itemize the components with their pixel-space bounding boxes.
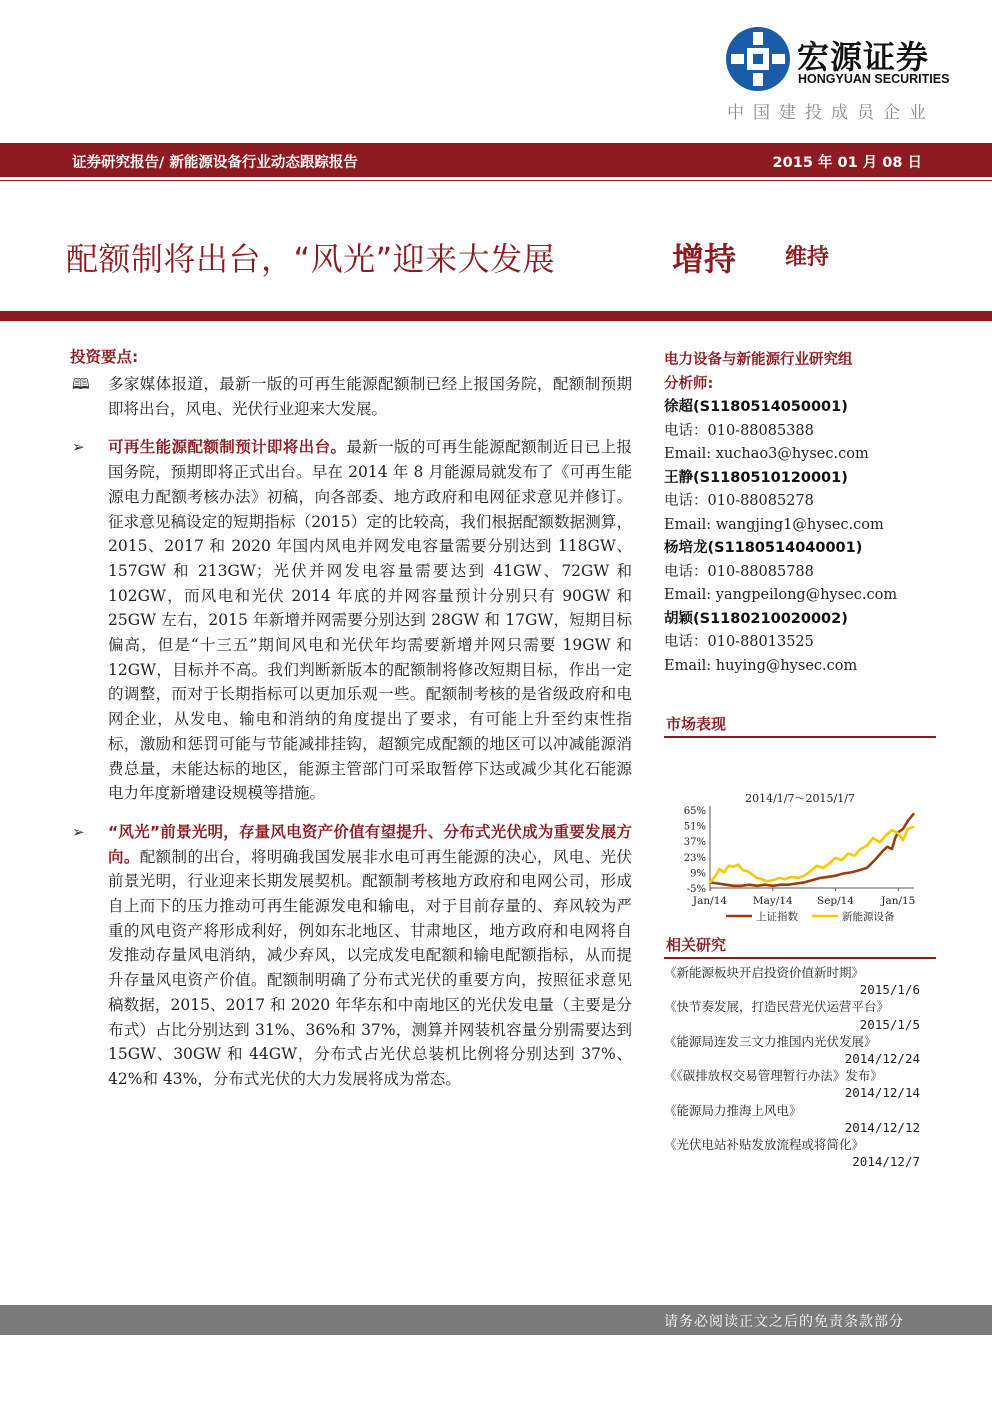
analyst-name: 胡颖(S1180210020002) xyxy=(664,610,848,627)
report-header-bar xyxy=(0,143,992,177)
related-item-title[interactable]: 《光伏电站补贴发放流程或将简化》 xyxy=(664,1137,865,1153)
analyst-phone: 电话：010-88085278 xyxy=(664,493,814,509)
y-tick-label: 9% xyxy=(690,868,706,880)
related-heading: 相关研究 xyxy=(664,933,936,959)
analyst-email[interactable]: Email: yangpeilong@hysec.com xyxy=(664,587,898,603)
summary-column xyxy=(70,345,632,1106)
rating-previous: 维持 xyxy=(785,245,830,270)
header-divider xyxy=(0,180,992,181)
market-chart xyxy=(664,742,936,932)
disclaimer-notice: 请务必阅读正文之后的免责条款部分 xyxy=(664,1314,904,1330)
analyst-name: 杨培龙(S1180514040001) xyxy=(664,540,863,556)
y-tick-label: -5% xyxy=(686,884,706,895)
report-date: 2015 年 01 月 08 日 xyxy=(772,155,922,171)
analyst-email[interactable]: Email: wangjing1@hysec.com xyxy=(664,516,884,533)
summary-point xyxy=(70,435,632,806)
y-tick-label: 51% xyxy=(683,821,706,833)
series-line-new-energy xyxy=(710,827,914,883)
market-performance xyxy=(664,712,936,932)
related-item-title[interactable]: 《能源局连发三文力推国内光伏发展》 xyxy=(664,1033,877,1049)
y-tick-label: 65% xyxy=(683,806,706,817)
related-item-date: 2014/12/7 xyxy=(852,1154,920,1170)
summary-point xyxy=(70,372,632,421)
summary-point-text: 多家媒体报道，最新一版的可再生能源配额制已经上报国务院，配额制预期即将出台，风电、光伏行业迎来大发展。 xyxy=(108,375,632,418)
title-zone xyxy=(0,228,992,288)
hongyuan-logo-icon xyxy=(725,26,791,92)
company-logo xyxy=(725,20,965,130)
summary-point-text: 配额制的出台，将明确我国发展非水电可再生能源的决心，风电、光伏前景光明，行业迎来长期发展契机。配额制考核地方政府和电网公司，形成自上而下的压力推动可再生能源发电和输电，对于目前存量的、弃风较为严重的风电资产将形成利好，例如东北地区、甘肃地区，地方政府和电网将自发推动存量风电消纳，减少弃风，以完成发电配额和输电配额指标，从而提升存量风电资产价值。配额制明确了分布式光伏的重要方向，按照征求意见稿数据，2015、2017 和 2020 年华东和中南地区的光伏发电量（主要是分布式）占比分别达到 31%、36%和 37%，测算并网装机容量分别需要达到 15GW、30GW 和 44GW，分布式占光伏总装机比例将分别达到 37%、42%和 43%，分布式光伏的大力发展将成为常态。 xyxy=(108,847,632,1088)
arrow-icon: ➢ xyxy=(72,822,85,841)
footer-bar xyxy=(0,1305,992,1335)
analyst-phone: 电话：010-88085788 xyxy=(664,563,814,580)
analyst-phone: 电话：010-88085388 xyxy=(664,422,814,439)
x-tick-label: Sep/14 xyxy=(817,895,855,907)
analyst-email[interactable]: Email: huying@hysec.com xyxy=(664,657,858,674)
legend-label: 上证指数 xyxy=(756,911,798,923)
x-tick-label: Jan/14 xyxy=(692,895,728,907)
market-chart-svg xyxy=(664,742,936,932)
arrow-icon: ➢ xyxy=(72,438,85,457)
related-item-title[interactable]: 《新能源板块开启投资价值新时期》 xyxy=(664,965,865,980)
related-item-date: 2014/12/14 xyxy=(844,1085,920,1101)
summary-heading: 投资要点: xyxy=(70,348,139,366)
analyst-email[interactable]: Email: xuchao3@hysec.com xyxy=(664,446,869,462)
related-item-title[interactable]: 《《碳排放权交易管理暂行办法》发布》 xyxy=(664,1068,883,1084)
brand-tagline: 中国建投成员企业 xyxy=(727,103,935,123)
x-tick-label: May/14 xyxy=(752,895,793,907)
brand-name-en: HONGYUAN SECURITIES xyxy=(798,72,950,86)
related-item-date: 2014/12/24 xyxy=(844,1051,920,1067)
x-tick-label: Jan/15 xyxy=(881,895,916,907)
summary-point-lead: 可再生能源配额制预计即将出台。 xyxy=(108,438,347,457)
chart-title: 2014/1/7～2015/1/7 xyxy=(745,792,855,805)
related-research xyxy=(664,933,936,1170)
brand-name-cn: 宏源证券 xyxy=(797,38,930,76)
market-heading: 市场表现 xyxy=(664,712,936,738)
legend-label: 新能源设备 xyxy=(842,911,895,923)
title-divider xyxy=(0,311,992,321)
summary-point-lead: “风光”前景光明，存量风电资产价值有望提升、分布式光伏成为重要发展方向。 xyxy=(108,822,632,866)
report-title: 配额制将出台，“风光”迎来大发展 xyxy=(66,240,556,278)
analyst-label: 分析师: xyxy=(664,376,714,392)
related-item-date: 2015/1/5 xyxy=(859,1016,920,1032)
related-item-date: 2014/12/12 xyxy=(844,1119,920,1135)
series-line-sse-index xyxy=(710,813,914,886)
rating-current: 增持 xyxy=(672,240,737,278)
book-icon: 🕮 xyxy=(72,375,90,393)
analyst-panel xyxy=(664,348,936,678)
y-tick-label: 37% xyxy=(683,837,706,849)
related-item-title[interactable]: 《快节奏发展，打造民营光伏运营平台》 xyxy=(664,999,890,1015)
summary-point xyxy=(70,820,632,1092)
related-item-title[interactable]: 《能源局力推海上风电》 xyxy=(664,1102,802,1118)
analyst-phone: 电话：010-88013525 xyxy=(664,634,814,650)
analyst-name: 王静(S1180510120001) xyxy=(664,469,848,486)
research-team: 电力设备与新能源行业研究组 xyxy=(664,352,853,368)
report-category: 证券研究报告/ 新能源设备行业动态跟踪报告 xyxy=(72,155,358,171)
y-tick-label: 23% xyxy=(683,852,706,864)
related-item-date: 2015/1/6 xyxy=(859,982,920,998)
summary-point-text: 最新一版的可再生能源配额制近日已上报国务院，预期即将正式出台。早在 2014 年 8 月能源局就发布了《可再生能源电力配额考核办法》初稿，向各部委、地方政府和电网征求意见并修订。征求意见稿设定的短期指标（2015）定的比较高，我们根据配额数据测算，2015、2017 和 2020 年国内风电并网发电容量需要分别达到 118GW、157GW 和 213GW；光伏并网发电容量需要达到 41GW、72GW 和 102GW，而风电和光伏 2014 年底的并网容量预计分别只有 90GW 和 25GW 左右，2015 年新增并网需要分别达到 28GW 和 17GW，短期目标偏高，但是“十三五”期间风电和光伏年均需要新增并网只需要 19GW 和 12GW，目标并不高。我们判断新版本的配额制将修改短期目标，作出一定的调整，而对于长期指标可以更加乐观一些。配额制考核的是省级政府和电网企业，从发电、输电和消纳的角度提出了要求，有可能上升至约束性指标，激励和惩罚可能与节能减排挂钩，超额完成配额的地区可以冲减能源消费总量，未能达标的地区，能源主管部门可采取暂停下达或减少其化石能源电力年度新增建设规模等措施。 xyxy=(108,438,632,803)
analyst-name: 徐超(S1180514050001) xyxy=(664,399,848,415)
